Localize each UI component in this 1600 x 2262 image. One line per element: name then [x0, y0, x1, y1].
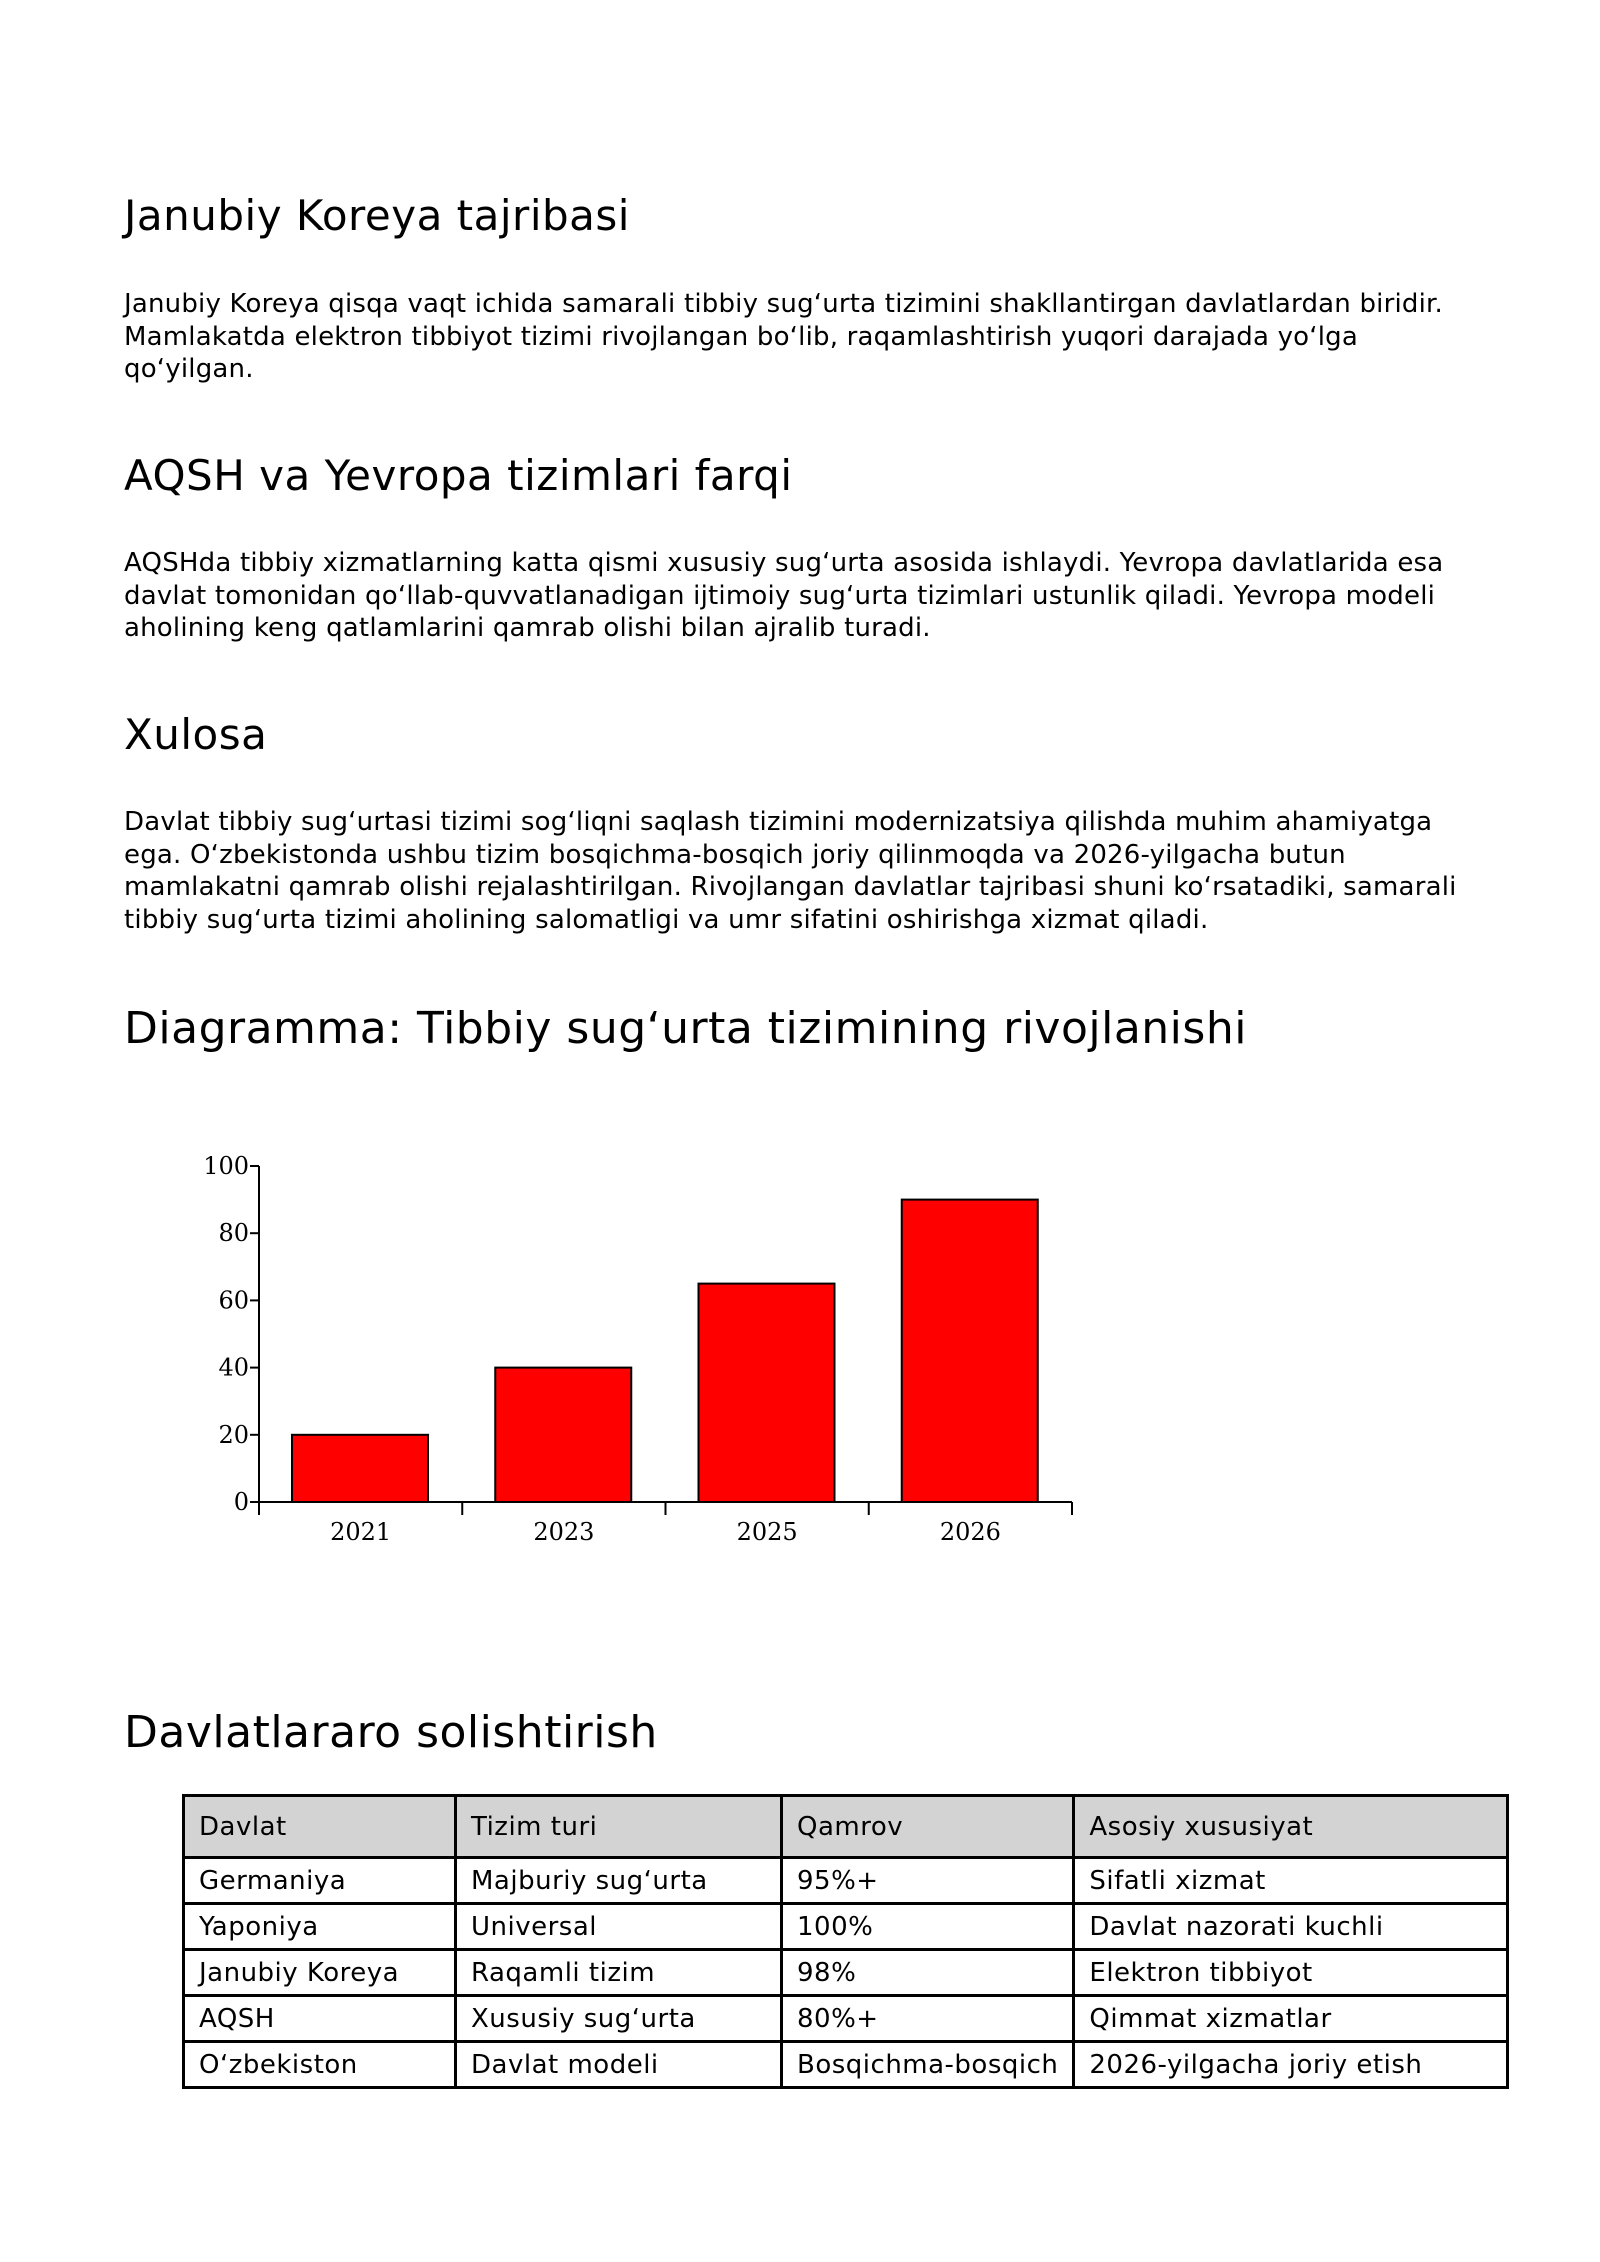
- table-cell: Raqamli tizim: [456, 1950, 782, 1996]
- column-header: Qamrov: [782, 1796, 1074, 1858]
- chart-y-ticks: [203, 1152, 259, 1516]
- table-cell: Janubiy Koreya: [184, 1950, 456, 1996]
- bar-chart: [180, 1140, 1100, 1580]
- bar-2021: [292, 1435, 428, 1502]
- table-row: [184, 1904, 1508, 1950]
- table-cell: Elektron tibbiyot: [1074, 1950, 1508, 1996]
- table-row: [184, 1996, 1508, 2042]
- table-cell: Bosqichma-bosqich: [782, 2042, 1074, 2088]
- table-cell: Davlat nazorati kuchli: [1074, 1904, 1508, 1950]
- table-cell: 80%+: [782, 1996, 1074, 2042]
- table-cell: Xususiy sug‘urta: [456, 1996, 782, 2042]
- x-tick-label: 2023: [533, 1518, 595, 1546]
- x-tick-label: 2025: [736, 1518, 798, 1546]
- section-heading-aqsh-europe: AQSH va Yevropa tizimlari farqi: [124, 451, 793, 500]
- table-cell: AQSH: [184, 1996, 456, 2042]
- table-row: [184, 1858, 1508, 1904]
- y-tick-label: 100: [203, 1152, 249, 1180]
- table-cell: Germaniya: [184, 1858, 456, 1904]
- section-heading-korea: Janubiy Koreya tajribasi: [124, 191, 630, 240]
- table-cell: 98%: [782, 1950, 1074, 1996]
- column-header: Tizim turi: [456, 1796, 782, 1858]
- table-heading: Davlatlararo solishtirish: [124, 1707, 658, 1758]
- table-cell: Sifatli xizmat: [1074, 1858, 1508, 1904]
- y-tick-label: 40: [218, 1353, 249, 1382]
- section-text-conclusion: Davlat tibbiy sug‘urtasi tizimi sog‘liqni saqlash tizimini modernizatsiya qilishda muhim ahamiyatga ega. O‘zbekistonda ushbu tizim bosqichma-bosqich joriy qilinmoqda va 2026-yilgacha butun mamlakatni qamrab olishi rejalashtirilgan. Rivojlangan davlatlar tajribasi shuni ko‘rsatadiki, samarali tibbiy sug‘urta tizimi aholining salomatligi va umr sifatini oshirishga xizmat qiladi.: [124, 807, 1457, 935]
- table-cell: 2026-yilgacha joriy etish: [1074, 2042, 1508, 2088]
- bar-2023: [495, 1368, 631, 1502]
- table-cell: O‘zbekiston: [184, 2042, 456, 2088]
- y-tick-label: 0: [233, 1488, 249, 1516]
- chart-x-ticks: [259, 1502, 1072, 1546]
- x-tick-label: 2026: [939, 1518, 1001, 1546]
- chart-bars: [292, 1200, 1038, 1502]
- table-cell: Universal: [456, 1904, 782, 1950]
- x-tick-label: 2021: [330, 1518, 392, 1546]
- table-cell: Majburiy sug‘urta: [456, 1858, 782, 1904]
- bar-2025: [699, 1284, 835, 1502]
- comparison-table: [182, 1794, 1509, 2089]
- section-text-korea: Janubiy Koreya qisqa vaqt ichida samarali tibbiy sug‘urta tizimini shakllantirgan davlatlardan biridir. Mamlakatda elektron tibbiyot tizimi rivojlangan bo‘lib, raqamlashtirish yuqori darajada yo‘lga qo‘yilgan.: [124, 289, 1443, 384]
- column-header: Asosiy xususiyat: [1074, 1796, 1508, 1858]
- y-tick-label: 80: [218, 1219, 249, 1248]
- table-cell: Qimmat xizmatlar: [1074, 1996, 1508, 2042]
- bar-2026: [902, 1200, 1038, 1502]
- table-row: [184, 1950, 1508, 1996]
- table-cell: Davlat modeli: [456, 2042, 782, 2088]
- y-tick-label: 20: [218, 1420, 249, 1449]
- table-cell: 100%: [782, 1904, 1074, 1950]
- table-row: [184, 2042, 1508, 2088]
- column-header: Davlat: [184, 1796, 456, 1858]
- diagram-heading: Diagramma: Tibbiy sug‘urta tizimining rivojlanishi: [124, 1003, 1247, 1054]
- section-heading-conclusion: Xulosa: [124, 710, 268, 759]
- table-header-row: [184, 1796, 1508, 1858]
- y-tick-label: 60: [218, 1286, 249, 1315]
- table-cell: Yaponiya: [184, 1904, 456, 1950]
- section-text-aqsh-europe: AQSHda tibbiy xizmatlarning katta qismi xususiy sug‘urta asosida ishlaydi. Yevropa davlatlarida esa davlat tomonidan qo‘llab-quvvatlanadigan ijtimoiy sug‘urta tizimlari ustunlik qiladi. Yevropa modeli aholining keng qatlamlarini qamrab olishi bilan ajralib turadi.: [124, 548, 1444, 643]
- table-cell: 95%+: [782, 1858, 1074, 1904]
